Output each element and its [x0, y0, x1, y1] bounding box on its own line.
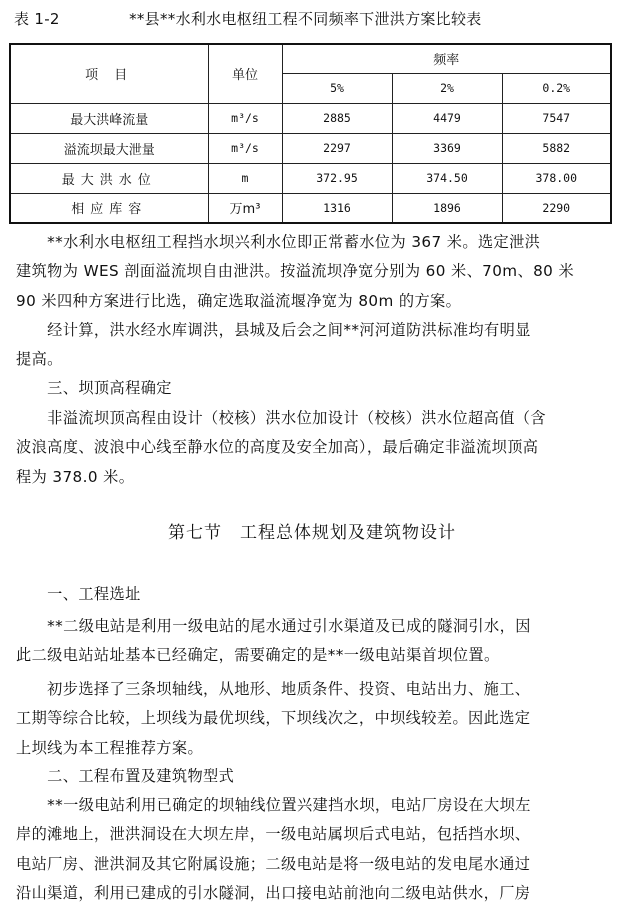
- row-value: 378.00: [502, 163, 611, 193]
- header-frequency: 频率: [282, 44, 611, 73]
- row-value: 2297: [282, 133, 392, 163]
- row-item: 最大洪水位: [10, 163, 208, 193]
- subheading-site-selection: 一、工程选址: [16, 585, 141, 603]
- paragraph-site-selection: **二级电站是利用一级电站的尾水通过引水渠道及已成的隧洞引水，因 此二级电站站址基本已经确定，需要确定的是**一级电站渠首坝位置。: [16, 617, 531, 665]
- row-value: 2885: [282, 103, 392, 133]
- paragraph-crest-elevation: 非溢流坝顶高程由设计（校核）洪水位加设计（校核）洪水位超高值（含 波浪高度、波浪中心线至静水位的高度及安全加高），最后确定非溢流坝顶高 程为 378.0 米。: [16, 409, 546, 486]
- freq-5: 5%: [282, 73, 392, 103]
- table-row: [10, 193, 611, 223]
- section-heading: 第七节 工程总体规划及建筑物设计: [168, 523, 456, 543]
- header-item: 项 目: [10, 44, 208, 103]
- table-row: [10, 163, 611, 193]
- subheading-crest-elevation: 三、坝顶高程确定: [16, 379, 172, 397]
- row-item: 相应库容: [10, 193, 208, 223]
- row-item: 溢流坝最大泄量: [10, 133, 208, 163]
- paragraph-reservoir-level: **水利水电枢纽工程挡水坝兴利水位即正常蓄水位为 367 米。选定泄洪 建筑物为 WES 剖面溢流坝自由泄洪。按溢流坝净宽分别为 60 米、70m、80 米 90 米四种方案进行比选，确定选取溢流堰净宽为 80m 的方案。: [16, 233, 575, 310]
- row-value: 7547: [502, 103, 611, 133]
- row-value: 5882: [502, 133, 611, 163]
- row-unit: 万m³: [208, 193, 282, 223]
- comparison-table: [9, 43, 612, 224]
- row-value: 374.50: [392, 163, 502, 193]
- row-unit: m³/s: [208, 103, 282, 133]
- subheading-layout: 二、工程布置及建筑物型式: [16, 767, 235, 785]
- paragraph-layout: **一级电站利用已确定的坝轴线位置兴建挡水坝，电站厂房设在大坝左 岸的滩地上，泄洪洞设在大坝左岸，一级电站属坝后式电站，包括挡水坝、 电站厂房、泄洪洞及其它附属设施；二级电站是将一级电站的发电尾水通过 沿山渠道，利用已建成的引水隧洞，出口接电站前池向二级电站供水，厂房: [16, 796, 531, 903]
- table-caption: [14, 8, 482, 29]
- paragraph-flood-routing: 经计算，洪水经水库调洪，县城及后会之间**河河道防洪标准均有明显 提高。: [16, 321, 531, 369]
- row-value: 4479: [392, 103, 502, 133]
- row-value: 372.95: [282, 163, 392, 193]
- freq-2: 2%: [392, 73, 502, 103]
- header-unit: 单位: [208, 44, 282, 103]
- table-row: [10, 103, 611, 133]
- table-number: 表 1-2: [14, 10, 60, 28]
- row-unit: m³/s: [208, 133, 282, 163]
- table-row: [10, 133, 611, 163]
- table-title: **县**水利水电枢纽工程不同频率下泄洪方案比较表: [129, 10, 482, 28]
- row-unit: m: [208, 163, 282, 193]
- row-value: 1316: [282, 193, 392, 223]
- row-value: 2290: [502, 193, 611, 223]
- freq-02: 0.2%: [502, 73, 611, 103]
- row-value: 1896: [392, 193, 502, 223]
- paragraph-dam-axis: 初步选择了三条坝轴线，从地形、地质条件、投资、电站出力、施工、 工期等综合比较，上坝线为最优坝线，下坝线次之，中坝线较差。因此选定 上坝线为本工程推荐方案。: [16, 680, 531, 757]
- row-item: 最大洪峰流量: [10, 103, 208, 133]
- row-value: 3369: [392, 133, 502, 163]
